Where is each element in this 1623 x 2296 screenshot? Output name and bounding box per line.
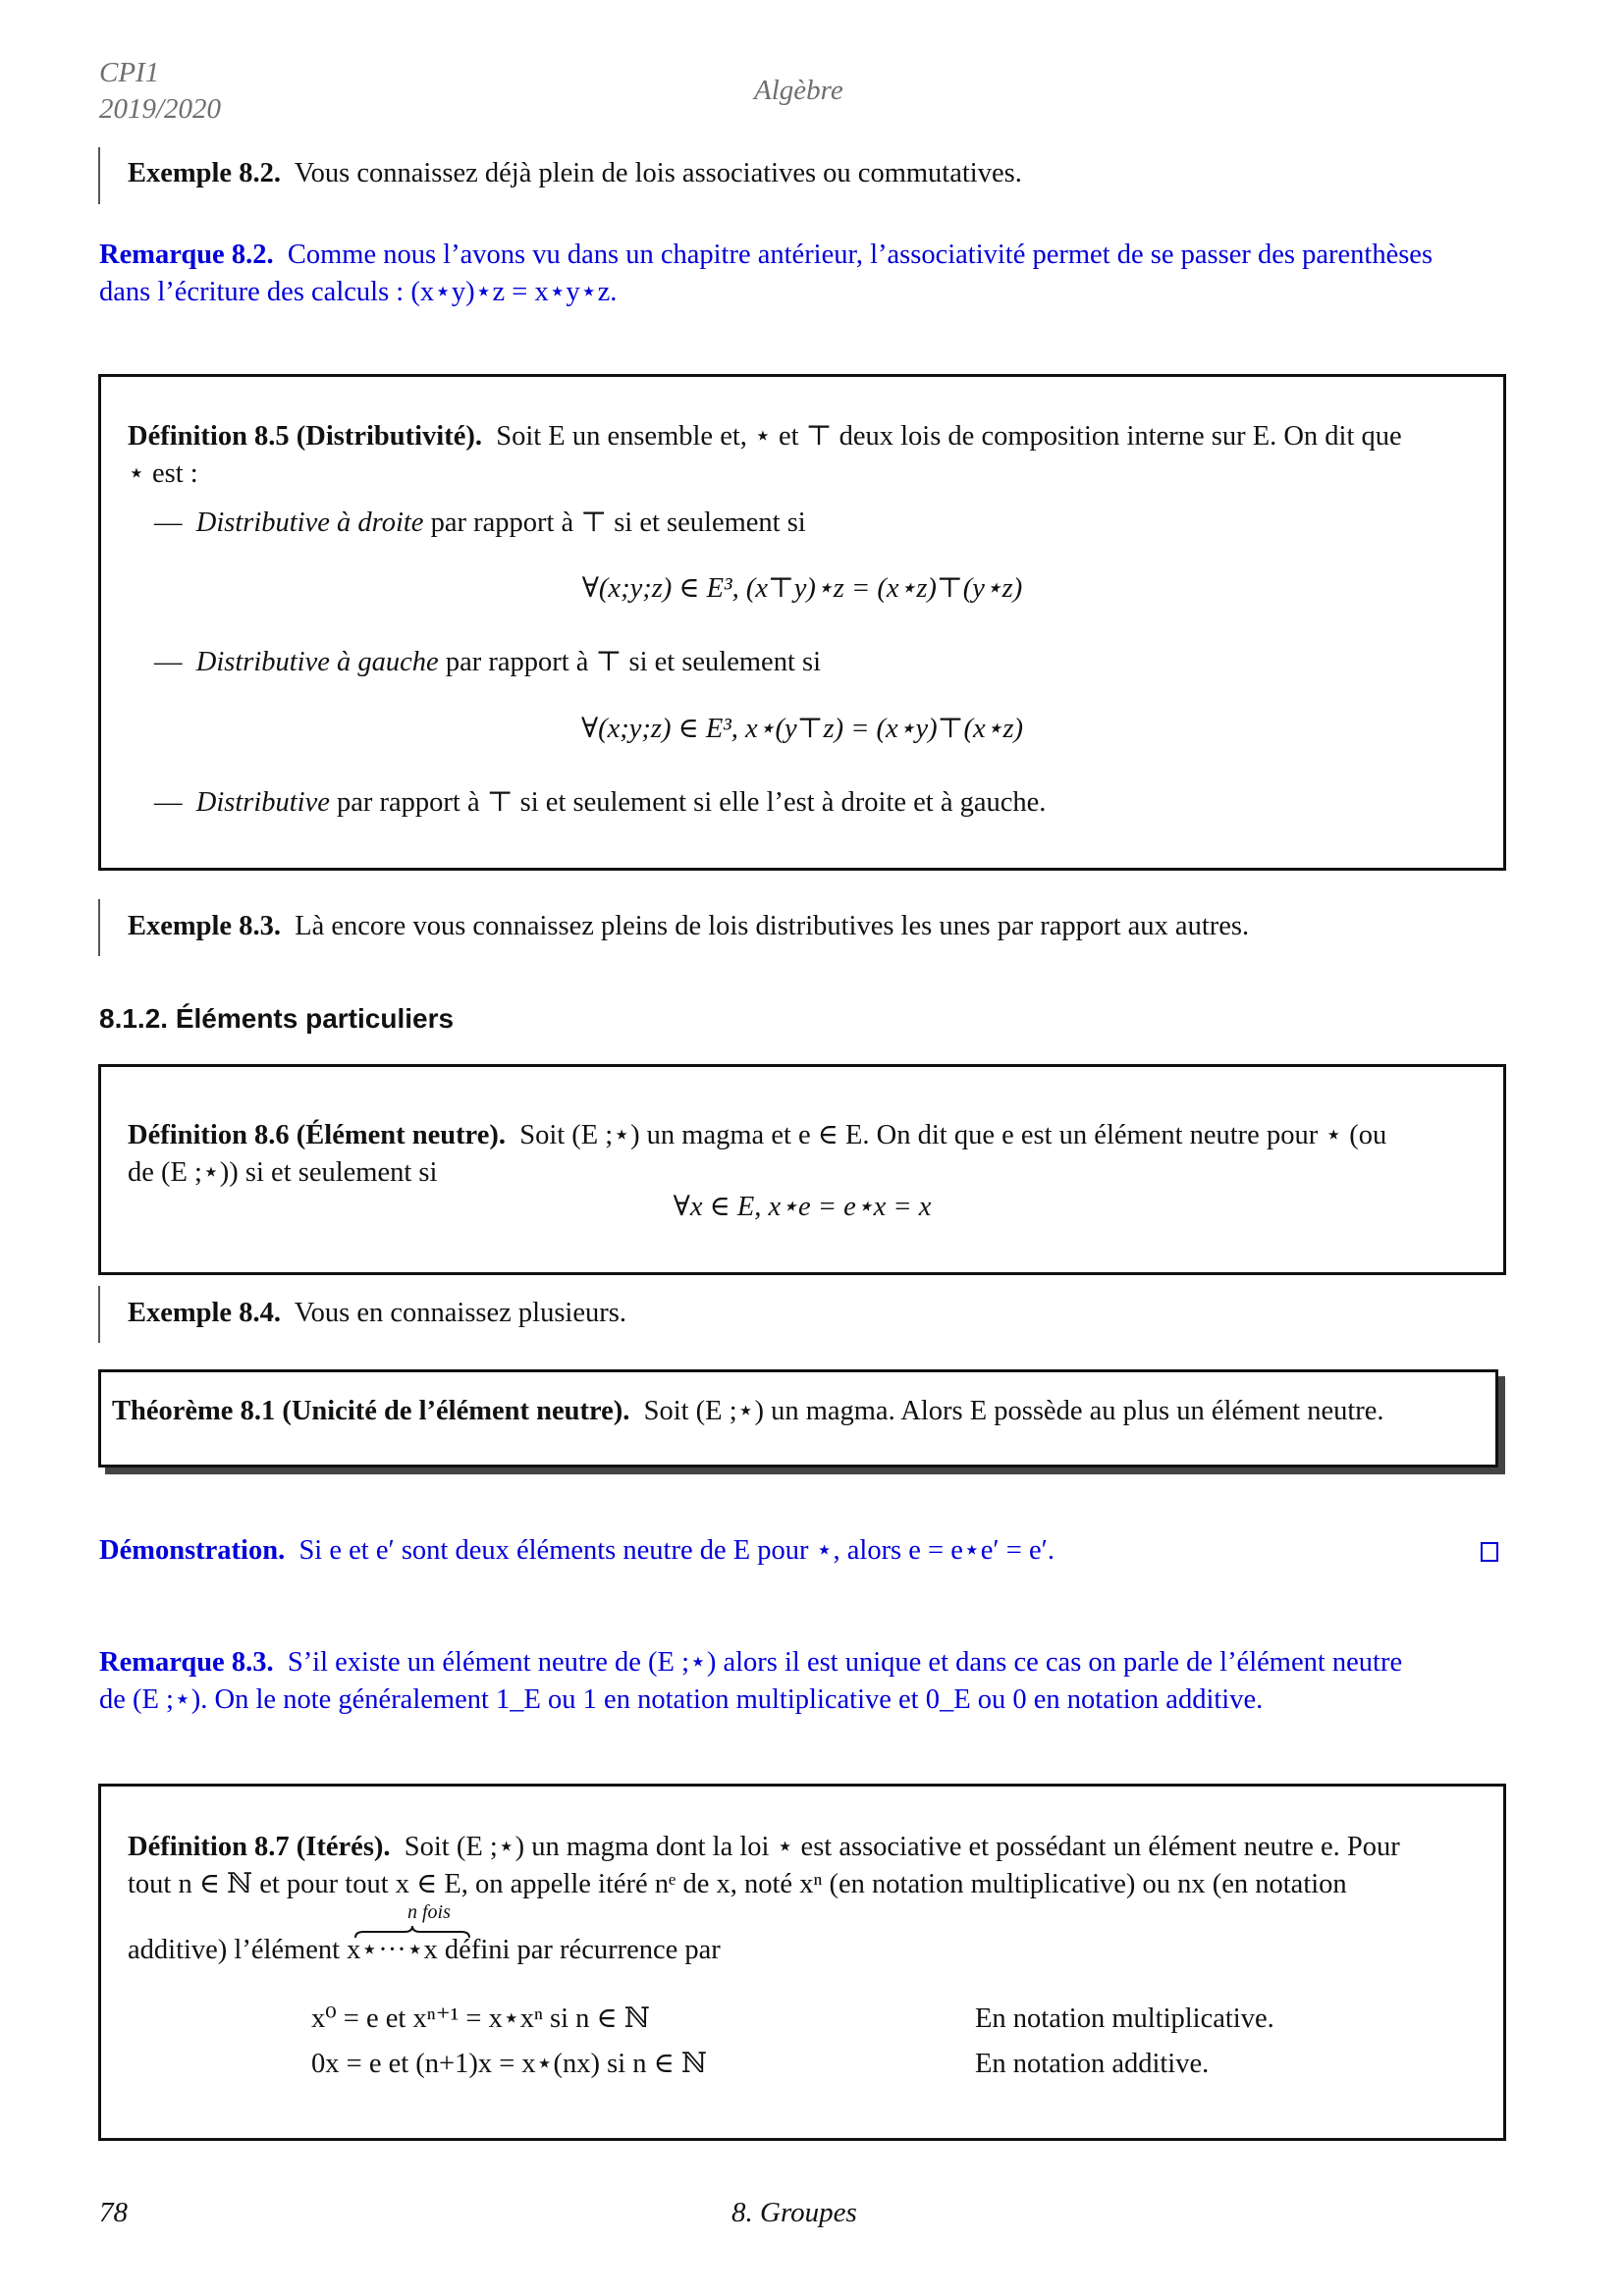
item-term: Distributive à droite: [195, 507, 424, 538]
proof-label: Démonstration.: [99, 1535, 286, 1566]
item-rest: par rapport à ⊤ si et seulement si: [430, 507, 806, 538]
recurrence-row2-formula: 0x = e et (n+1)x = x⋆(nx) si n ∈ ℕ: [311, 2049, 707, 2079]
section-heading: 8.1.2. Éléments particuliers: [99, 1003, 455, 1034]
definition-line2: de (E ;⋆)) si et seulement si: [128, 1157, 438, 1188]
definition-intro-line1: Soit E un ensemble et, ⋆ et ⊤ deux lois de composition interne sur E. On dit que: [496, 421, 1402, 452]
definition-8-6-box: [98, 1064, 1506, 1275]
example-8-4: [128, 1295, 626, 1332]
example-8-3: [128, 908, 1249, 945]
definition-8-5-box: [98, 374, 1506, 871]
footer-page-number: 78: [99, 2197, 128, 2228]
remark-line1: Comme nous l’avons vu dans un chapitre antérieur, l’associativité permet de se passer des parenthèses: [287, 240, 1434, 270]
formula-left-distributive: ∀(x;y;z) ∈ E³, x⋆(y⊤z) = (x⋆y)⊤(x⋆z): [580, 714, 1024, 744]
theorem-8-1: [112, 1393, 1384, 1430]
remark-line2: de (E ;⋆). On le note généralement 1_E ou 1 en notation multiplicative et 0_E ou 0 en notation additive.: [99, 1684, 1264, 1715]
definition-line3: additive) l’élément x⋆···⋆x défini par récurrence par: [128, 1935, 721, 1965]
remark-line1: S’il existe un élément neutre de (E ;⋆) alors il est unique et dans ce cas on parle de l’élément neutre: [287, 1647, 1403, 1678]
remark-label: Remarque 8.2.: [99, 240, 274, 270]
example-text: Vous en connaissez plusieurs.: [294, 1298, 626, 1328]
definition-line2: tout n ∈ ℕ et pour tout x ∈ E, on appelle itéré nᵉ de x, noté xⁿ (en notation multiplicative) ou nx (en notation: [128, 1869, 1347, 1899]
definition-8-5-intro: [128, 418, 1402, 455]
definition-label: Définition 8.5 (Distributivité).: [128, 421, 482, 452]
qed-square-icon: [1481, 1542, 1498, 1562]
remark-label: Remarque 8.3.: [99, 1647, 274, 1678]
theorem-text: Soit (E ;⋆) un magma. Alors E possède au plus un élément neutre.: [643, 1396, 1384, 1426]
item-term: Distributive: [195, 787, 330, 818]
example-text: Là encore vous connaissez pleins de lois distributives les unes par rapport aux autres.: [295, 911, 1250, 941]
example-label: Exemple 8.3.: [128, 911, 281, 941]
definition-item-both: [154, 784, 1046, 822]
remark-8-3: [99, 1644, 1402, 1682]
proof: [99, 1532, 1055, 1570]
definition-line1: Soit (E ;⋆) un magma dont la loi ⋆ est associative et possédant un élément neutre e. Pour: [404, 1832, 1400, 1862]
example-text: Vous connaissez déjà plein de lois associatives ou commutatives.: [294, 158, 1022, 188]
definition-8-7-box: [98, 1784, 1506, 2141]
definition-intro-line2: ⋆ est :: [128, 458, 198, 489]
header-course: CPI1: [99, 57, 160, 88]
example-bar: [98, 147, 100, 204]
item-rest: par rapport à ⊤ si et seulement si: [445, 647, 821, 677]
item-term: Distributive à gauche: [195, 647, 439, 677]
footer-chapter: 8. Groupes: [731, 2197, 857, 2228]
example-label: Exemple 8.2.: [128, 158, 281, 188]
header-year: 2019/2020: [99, 93, 222, 125]
definition-label: Définition 8.6 (Élément neutre).: [128, 1120, 506, 1150]
definition-8-7-line1: [128, 1829, 1400, 1866]
theorem-label: Théorème 8.1 (Unicité de l’élément neutre).: [112, 1396, 630, 1426]
theorem-8-1-box: [98, 1369, 1498, 1468]
item-dash: —: [154, 507, 183, 538]
example-label: Exemple 8.4.: [128, 1298, 281, 1328]
recurrence-row1-note: En notation multiplicative.: [975, 2003, 1274, 2034]
definition-item-right: [154, 505, 806, 542]
proof-text: Si e et e′ sont deux éléments neutre de E pour ⋆, alors e = e⋆e′ = e′.: [298, 1535, 1055, 1566]
formula-neutral: ∀x ∈ E, x⋆e = e⋆x = x: [673, 1192, 932, 1222]
example-bar: [98, 899, 100, 956]
header-subject: Algèbre: [754, 75, 843, 106]
definition-label: Définition 8.7 (Itérés).: [128, 1832, 391, 1862]
formula-right-distributive: ∀(x;y;z) ∈ E³, (x⊤y)⋆z = (x⋆z)⊤(y⋆z): [581, 573, 1023, 604]
example-8-2: [128, 155, 1022, 192]
item-rest: par rapport à ⊤ si et seulement si elle l’est à droite et à gauche.: [337, 787, 1047, 818]
definition-8-6-line1: [128, 1117, 1386, 1154]
example-bar: [98, 1286, 100, 1343]
remark-line2: dans l’écriture des calculs : (x⋆y)⋆z = x⋆y⋆z.: [99, 277, 618, 307]
definition-line1: Soit (E ;⋆) un magma et e ∈ E. On dit que e est un élément neutre pour ⋆ (ou: [519, 1120, 1387, 1150]
definition-item-left: [154, 644, 821, 681]
item-dash: —: [154, 787, 183, 818]
item-dash: —: [154, 647, 183, 677]
recurrence-row1-formula: x⁰ = e et xⁿ⁺¹ = x⋆xⁿ si n ∈ ℕ: [311, 2003, 650, 2034]
remark-8-2: [99, 237, 1505, 274]
brace-label: n fois: [407, 1901, 451, 1923]
recurrence-row2-note: En notation additive.: [975, 2049, 1210, 2079]
